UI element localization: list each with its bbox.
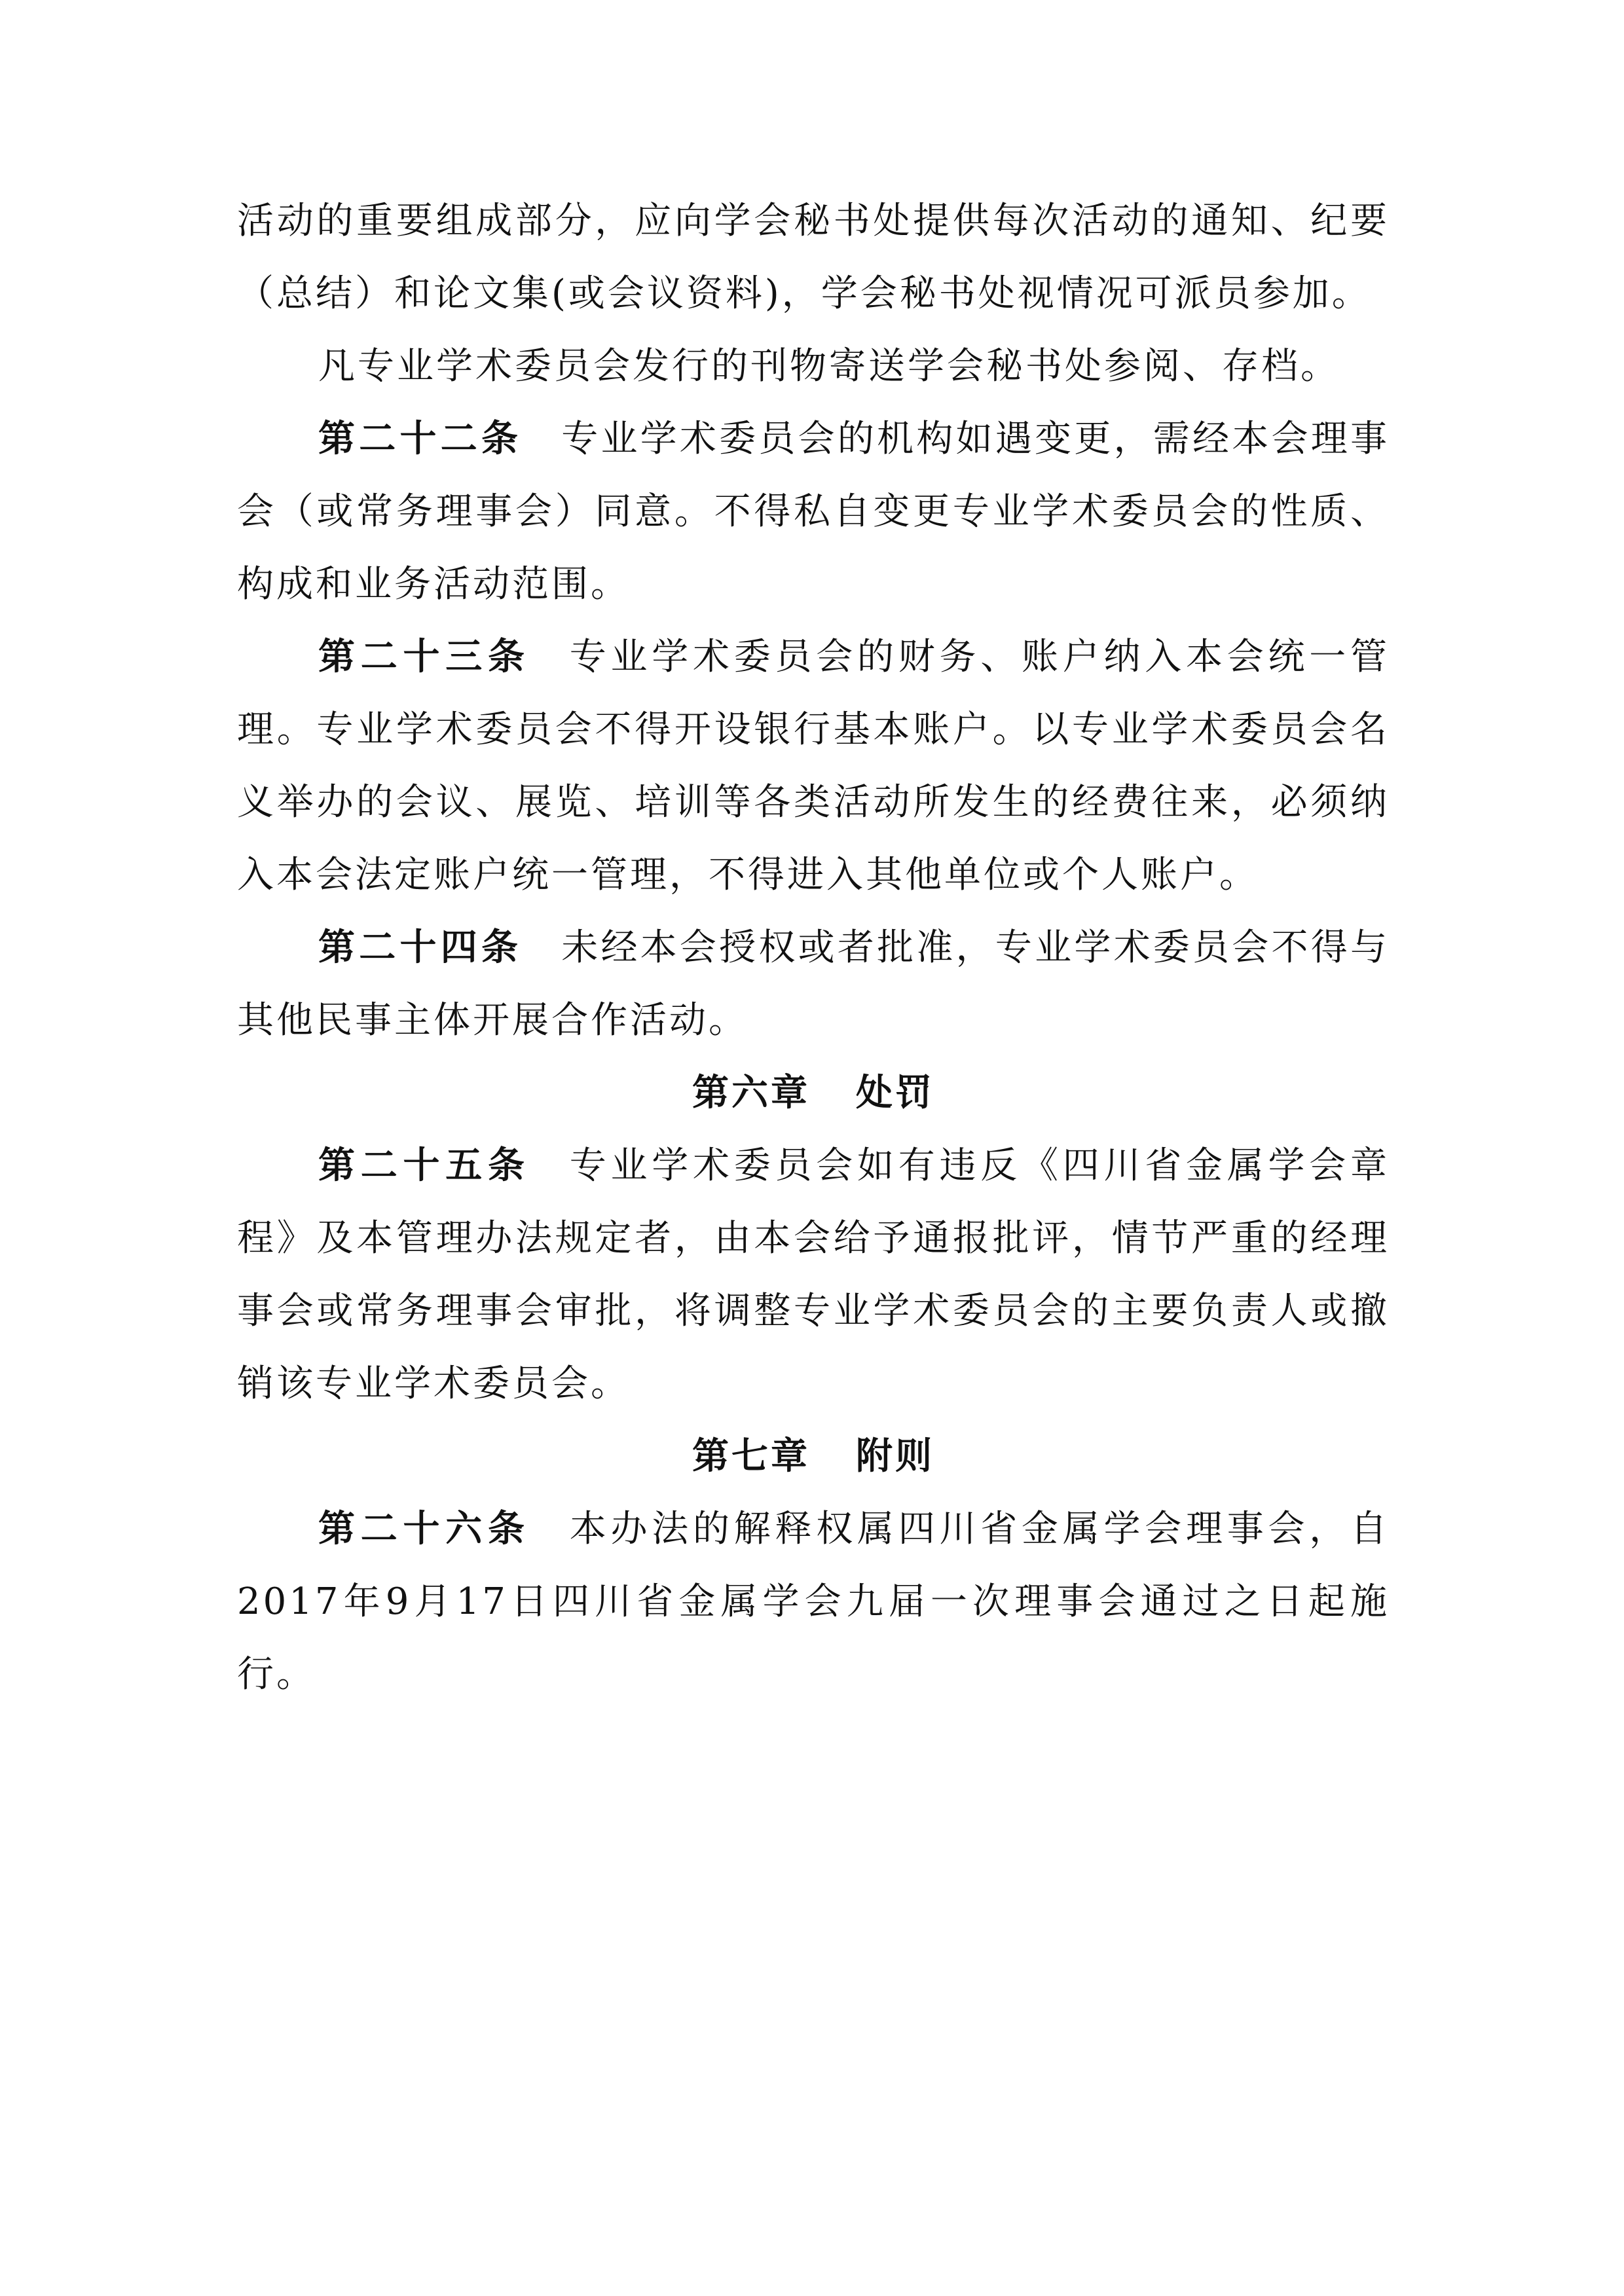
article-text: 专业学术委员会的机构如遇变更，需经本会理事会（或常务理事会）同意。不得私自变更专业学术委员会的性质、构成和业务活动范围。 <box>237 418 1390 606</box>
paragraph-publications <box>237 330 1390 403</box>
article-number: 第二十三条 <box>318 636 530 678</box>
article-number: 第二十四条 <box>318 926 523 969</box>
paragraph-text: 活动的重要组成部分，应向学会秘书处提供每次活动的通知、纪要（总结）和论文集(或会议资料)，学会秘书处视情况可派员参加。 <box>237 200 1390 315</box>
article-text: 专业学术委员会的财务、账户纳入本会统一管理。专业学术委员会不得开设银行基本账户。以专业学术委员会名义举办的会议、展览、培训等各类活动所发生的经费往来，必须纳入本会法定账户统一管理，不得进入其他单位或个人账户。 <box>237 636 1390 896</box>
article-25 <box>237 1129 1390 1420</box>
chapter-title: 处罚 <box>856 1072 934 1114</box>
article-22 <box>237 403 1390 621</box>
article-text: 本办法的解释权属四川省金属学会理事会，自2017年9月17日四川省金属学会九届一次理事会通过之日起施行。 <box>237 1508 1390 1696</box>
paragraph-text: 凡专业学术委员会发行的刊物寄送学会秘书处参阅、存档。 <box>318 345 1340 388</box>
chapter-6-heading <box>237 1057 1390 1129</box>
article-text: 专业学术委员会如有违反《四川省金属学会章程》及本管理办法规定者，由本会给予通报批评，情节严重的经理事会或常务理事会审批，将调整专业学术委员会的主要负责人或撤销该专业学术委员会。 <box>237 1144 1390 1405</box>
chapter-title: 附则 <box>856 1435 934 1478</box>
chapter-number: 第六章 <box>692 1072 810 1114</box>
chapter-7-heading <box>237 1420 1390 1493</box>
article-26 <box>237 1493 1390 1711</box>
article-number: 第二十六条 <box>318 1508 530 1550</box>
chapter-number: 第七章 <box>692 1435 810 1478</box>
article-24 <box>237 911 1390 1057</box>
article-number: 第二十二条 <box>318 418 523 460</box>
article-text: 未经本会授权或者批准，专业学术委员会不得与其他民事主体开展合作活动。 <box>237 926 1390 1042</box>
article-23 <box>237 621 1390 911</box>
article-number: 第二十五条 <box>318 1144 530 1187</box>
paragraph-activity-reporting <box>237 185 1390 330</box>
document-page <box>237 185 1390 1711</box>
